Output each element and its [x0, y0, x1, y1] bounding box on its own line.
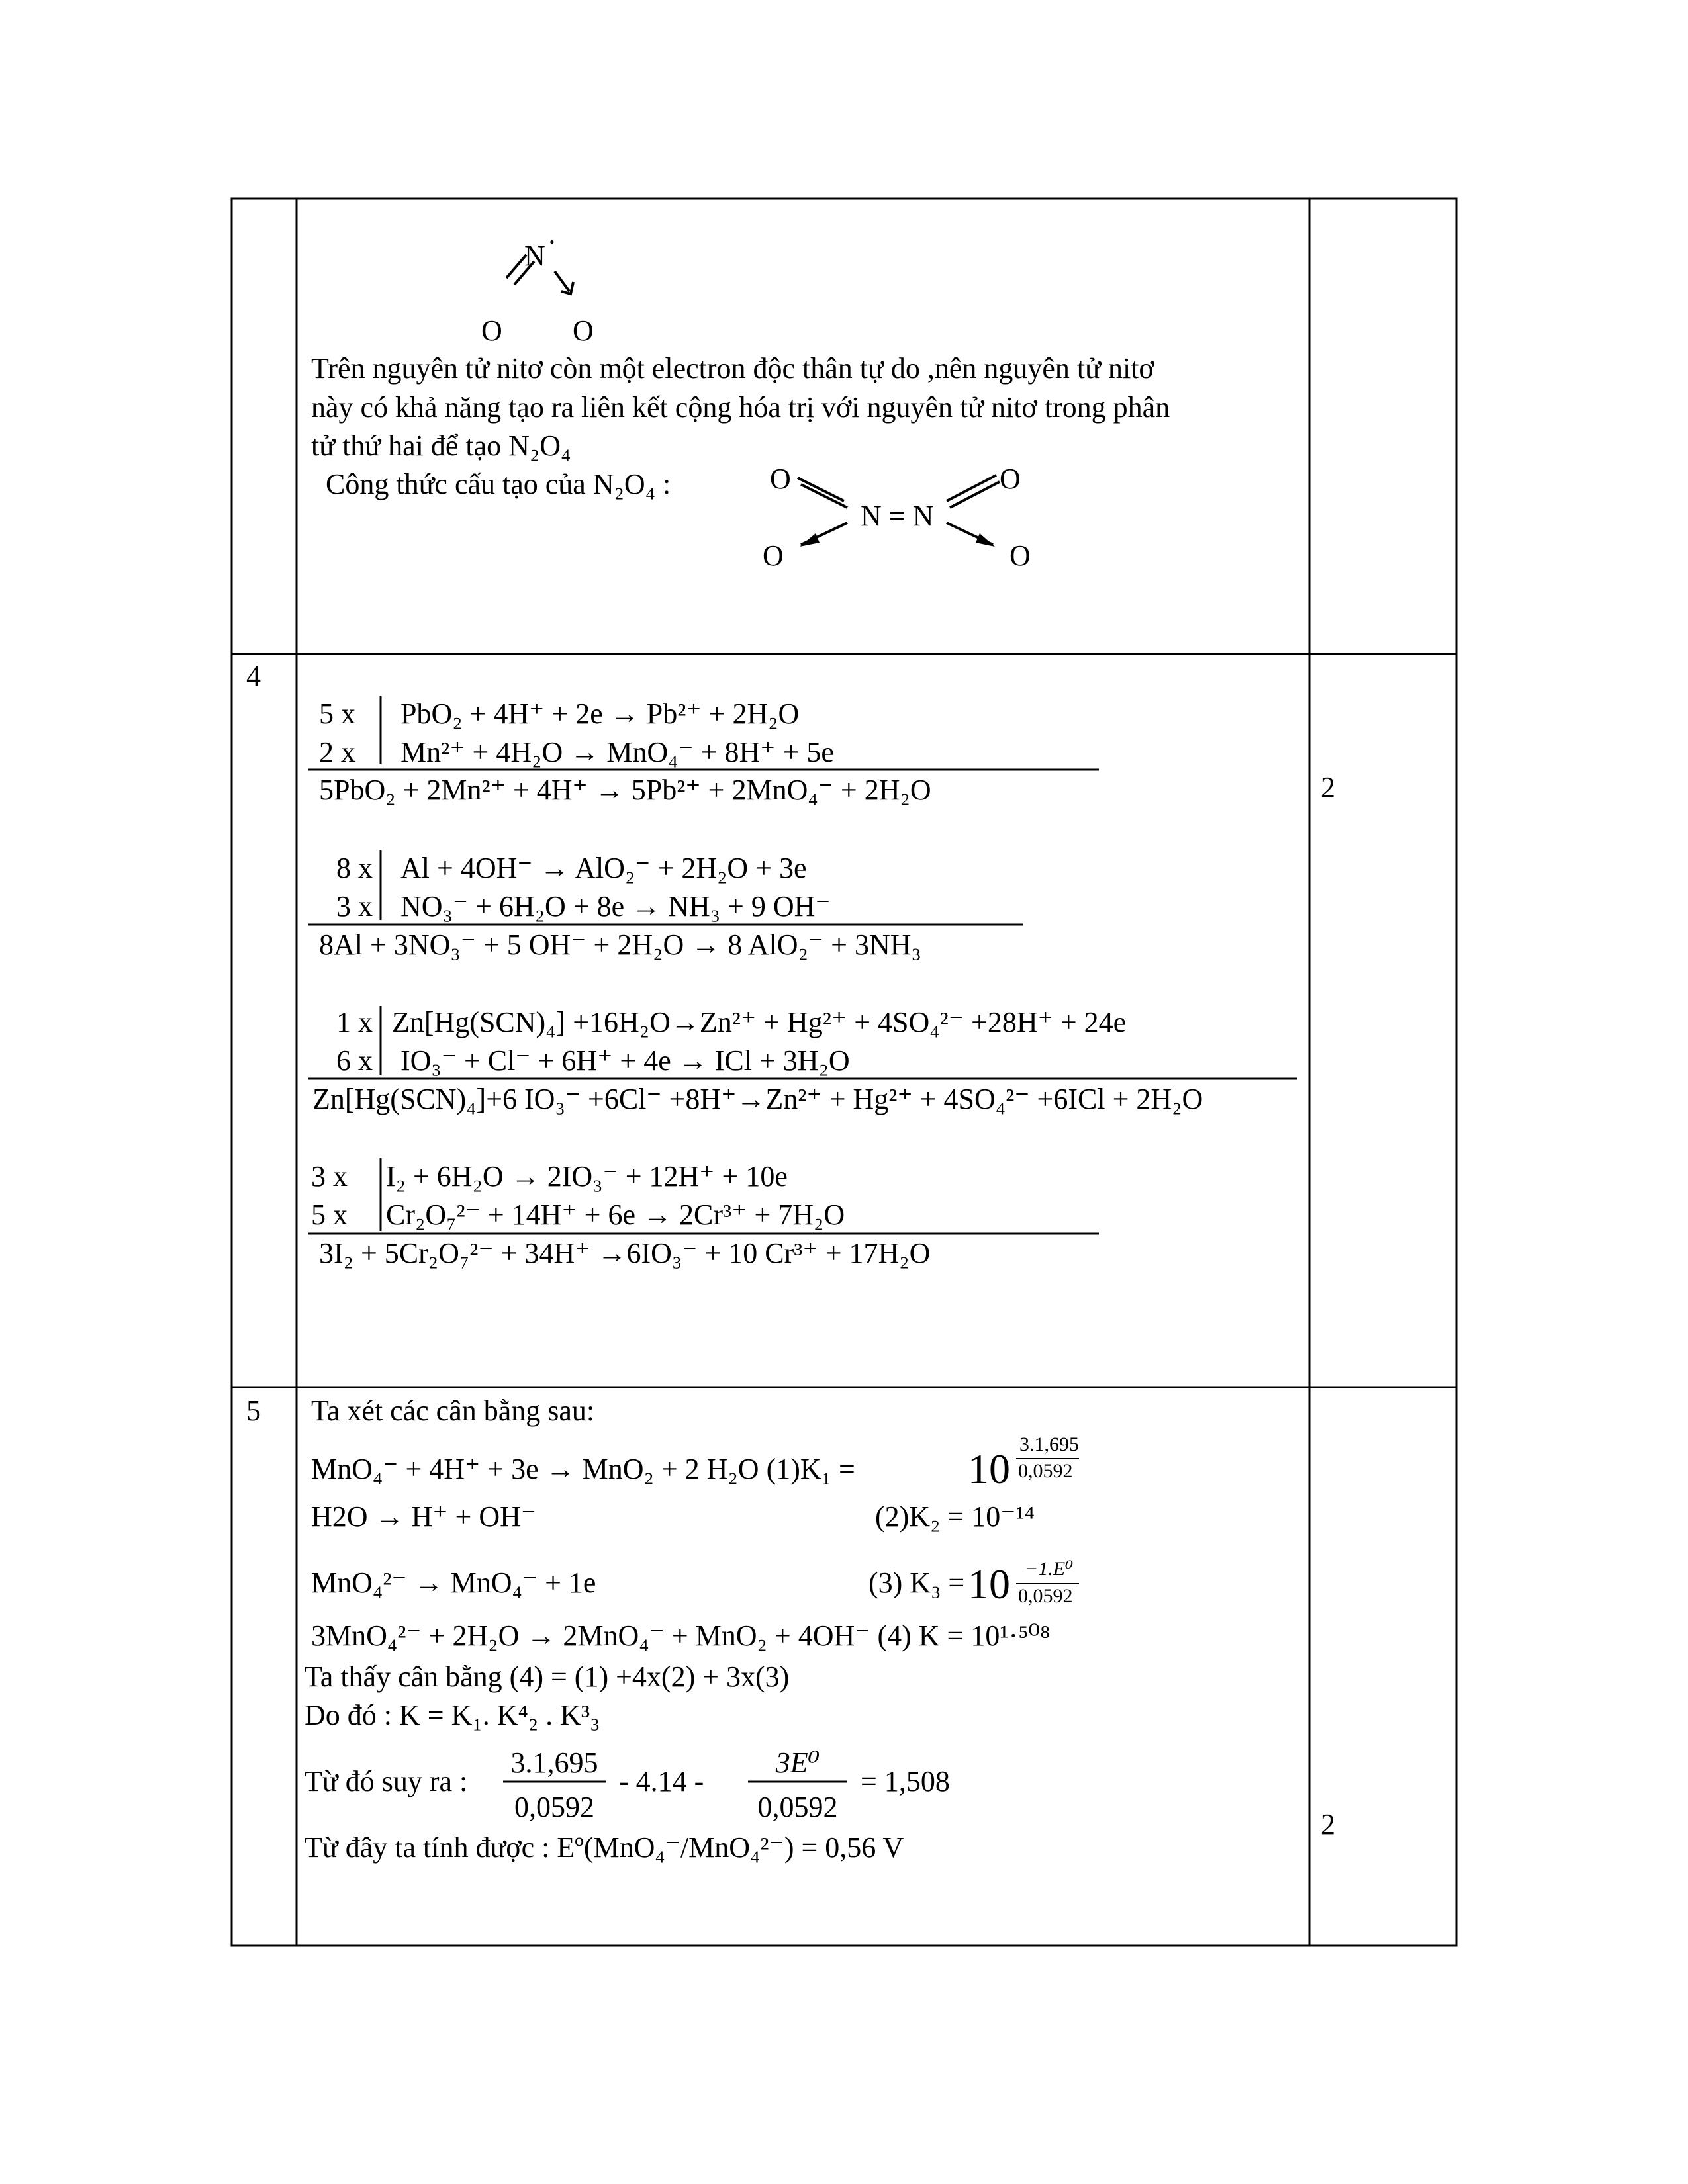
explanation-line-1: Trên nguyên tử nitơ còn một electron độc thân tự do ,nên nguyên tử nitơ [311, 352, 1154, 385]
equilibrium-2: H2O → H⁺ + OH⁻ [311, 1500, 537, 1533]
cr-coef-2: 5 x [311, 1199, 348, 1231]
row-5-number: 5 [246, 1394, 261, 1427]
zn-coef-2: 6 x [336, 1044, 373, 1077]
derive-middle: - 4.14 - [619, 1765, 704, 1797]
cr-reaction-1: I₂ + 6H₂O → 2IO₃⁻ + 12H⁺ + 10e [386, 1160, 788, 1193]
derive-result: = 1,508 [861, 1765, 950, 1797]
pb-reaction-2: Mn²⁺ + 4H₂O → MnO₄⁻ + 8H⁺ + 5e [400, 736, 834, 768]
row-5-score: 2 [1321, 1808, 1335, 1841]
pb-coef-1: 5 x [319, 698, 355, 730]
row-5-intro: Ta xét các cân bằng sau: [311, 1394, 595, 1427]
equilibrium-2-k: (2)K₂ = 10⁻¹⁴ [875, 1500, 1035, 1533]
equilibrium-3-k: (3) K₃ = [868, 1567, 965, 1599]
n2o4-o-bottom-right: O [1009, 539, 1031, 572]
no2-n-atom: N [524, 240, 545, 272]
pb-coef-2: 2 x [319, 736, 355, 768]
eq1-base: 10 [968, 1445, 1010, 1492]
eq3-exp-den: 0,0592 [1018, 1585, 1073, 1607]
zn-coef-1: 1 x [336, 1006, 373, 1038]
n2o4-center: N = N [861, 500, 934, 532]
n2o4-arrowhead-br [976, 533, 995, 547]
no2-arrow-bond [555, 271, 569, 291]
n2o4-o-bottom-left: O [763, 539, 784, 572]
row-4-score: 2 [1321, 771, 1335, 803]
row-4-number: 4 [246, 660, 261, 692]
derive-prefix: Từ đó suy ra : [305, 1765, 468, 1797]
n2o4-double-bond-tl-a [798, 478, 844, 501]
pb-reaction-1: PbO₂ + 4H⁺ + 2e → Pb²⁺ + 2H₂O [400, 698, 800, 730]
cr-sum-reaction: 3I₂ + 5Cr₂O₇²⁻ + 34H⁺ →6IO₃⁻ + 10 Cr³⁺ + 17H₂O [319, 1237, 931, 1269]
cr-reaction-2: Cr₂O₇²⁻ + 14H⁺ + 6e → 2Cr³⁺ + 7H₂O [386, 1199, 845, 1231]
eq1-exp-num: 3.1,695 [1019, 1433, 1079, 1455]
n2o4-double-bond-tl-b [801, 484, 847, 508]
equilibrium-3: MnO₄²⁻ → MnO₄⁻ + 1e [311, 1567, 596, 1599]
n2o4-o-top-right: O [1000, 463, 1021, 495]
n2o4-arrowhead-bl [800, 533, 820, 547]
frac2-denominator: 0,0592 [757, 1791, 838, 1823]
explanation-line-2: này có khả năng tạo ra liên kết cộng hóa trị với nguyên tử nitơ trong phân [311, 391, 1170, 424]
frac1-denominator: 0,0592 [514, 1791, 594, 1823]
eq3-exp-num: −1.E⁰ [1025, 1558, 1074, 1580]
al-sum-reaction: 8Al + 3NO₃⁻ + 5 OH⁻ + 2H₂O → 8 AlO₂⁻ + 3NH₃ [319, 929, 921, 961]
no2-o-right: O [573, 314, 594, 347]
cr-coef-1: 3 x [311, 1160, 348, 1193]
equilibrium-1: MnO₄⁻ + 4H⁺ + 3e → MnO₂ + 2 H₂O (1)K₁ = [311, 1453, 855, 1485]
n2o4-structure-label: Công thức cấu tạo của N₂O₄ : [326, 468, 671, 500]
final-result: Từ đây ta tính được : Eº(MnO₄⁻/MnO₄²⁻) = 0,56 V [305, 1831, 904, 1864]
no2-radical-dot: • [549, 234, 555, 250]
eq3-base: 10 [968, 1561, 1010, 1608]
eq1-exp-den: 0,0592 [1018, 1460, 1073, 1482]
pb-sum-reaction: 5PbO₂ + 2Mn²⁺ + 4H⁺ → 5Pb²⁺ + 2MnO₄⁻ + 2H₂O [319, 774, 931, 806]
k-product: Do đó : K = K₁. K⁴₂ . K³₃ [305, 1699, 600, 1731]
zn-reaction-2: IO₃⁻ + Cl⁻ + 6H⁺ + 4e → ICl + 3H₂O [400, 1044, 850, 1077]
explanation-line-3: tử thứ hai để tạo N₂O₄ [311, 430, 571, 462]
frac2-numerator: 3E⁰ [775, 1747, 820, 1779]
al-reaction-2: NO₃⁻ + 6H₂O + 8e → NH₃ + 9 OH⁻ [400, 890, 831, 923]
al-reaction-1: Al + 4OH⁻ → AlO₂⁻ + 2H₂O + 3e [400, 852, 807, 884]
n2o4-o-top-left: O [770, 463, 791, 495]
frac1-numerator: 3.1,695 [510, 1747, 598, 1779]
al-coef-2: 3 x [336, 890, 373, 923]
al-coef-1: 8 x [336, 852, 373, 884]
zn-reaction-1: Zn[Hg(SCN)₄] +16H₂O→Zn²⁺ + Hg²⁺ + 4SO₄²⁻ +28H⁺ + 24e [392, 1006, 1127, 1038]
no2-o-left: O [481, 314, 502, 347]
combination-statement: Ta thấy cân bằng (4) = (1) +4x(2) + 3x(3) [305, 1661, 790, 1693]
equilibrium-4: 3MnO₄²⁻ + 2H₂O → 2MnO₄⁻ + MnO₂ + 4OH⁻ (4) K = 10¹·⁵⁰⁸ [311, 1619, 1051, 1652]
zn-sum-reaction: Zn[Hg(SCN)₄]+6 IO₃⁻ +6Cl⁻ +8H⁺→Zn²⁺ + Hg²⁺ + 4SO₄²⁻ +6ICl + 2H₂O [312, 1083, 1203, 1115]
